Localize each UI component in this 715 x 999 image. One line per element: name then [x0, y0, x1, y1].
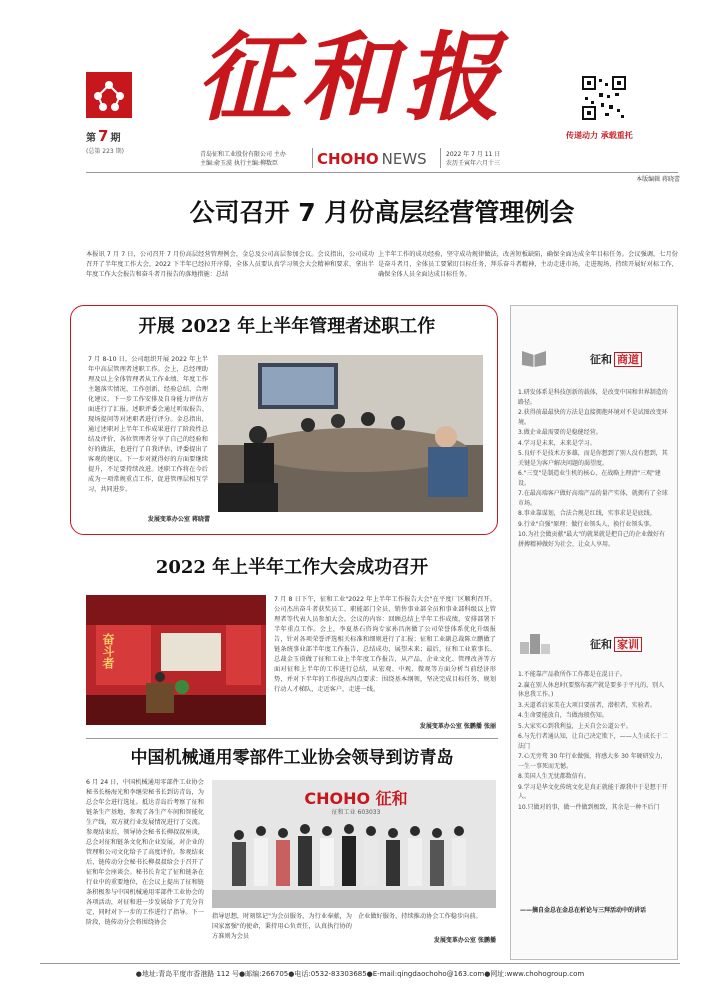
list-item: 7.在最高端客户做好高端产品的量产实体，就拥有了全球市场。	[518, 490, 668, 507]
book-icon	[520, 347, 548, 367]
article2-credit: 发展变革办公室 张鹏播 张丽	[419, 723, 496, 730]
brand-suffix: NEWS	[381, 150, 427, 168]
podium-icon	[520, 630, 550, 654]
sidebar-box2-header	[520, 630, 670, 656]
masthead-rule	[86, 172, 678, 173]
article1-credit: 发展变革办公室 蒋晓蕾	[147, 516, 210, 523]
list-item: 10.为社会做贡献"最大"的就果就是把自己的企业做好有拼搏精神做好为社会，让众人享用。	[518, 531, 666, 548]
date-info	[446, 150, 546, 168]
issue-label: 第	[86, 133, 96, 144]
brand-news	[317, 150, 437, 168]
article1-photo	[218, 355, 483, 512]
issue-number	[86, 127, 146, 145]
footer-rule	[40, 963, 680, 964]
lead-col-1: 本报讯 7 月 7 日，公司召开 7 月份高层经营管理例会，金总及公司高层参加会议。会议指出，公司成功召开了半年度工作大会，2022 下半年已经拉开序幕，全体人员要认真学习领会大会精神和要求，拿出半年度工作大会报告和奋斗者月报告的落地措施：总结	[86, 251, 374, 278]
lead-headline: 公司召开 7 月份高层经营管理例会	[189, 198, 575, 227]
article3-col-2: 指导思想，时刻铭记"为会员服务，为行业奉献，为国家富强"的使命，秉持用心负责任，认真执行协的方准则为会员	[212, 913, 352, 940]
list-item: 1.研发体系是科技创新的载体，是改变中国和世界制造的路径。	[518, 389, 668, 406]
info-divider-right	[440, 148, 441, 168]
publisher-info	[200, 150, 312, 168]
article3-photo-subtext: 征和工业 603033	[331, 809, 381, 816]
sidebar-box2-title	[590, 636, 642, 652]
editors: 主编:俞玉漠 执行主编:柳数臣	[200, 160, 278, 167]
article2-photo	[86, 595, 266, 725]
sidebar-box1-header	[520, 345, 670, 371]
footer-contact: ●地址:青岛平度市香港路 112 号●邮编:266705●电话:0532-83303685●E-mail:qingdaochoho@163.com●网址:www.chohogroup.com	[135, 970, 585, 978]
article2-rule	[86, 738, 498, 739]
list-item: 5.良好不是技术方多雄，而是你想到了别人没有想到，其关键是为客户解决问题的渴望度。	[518, 450, 668, 467]
list-item: 8.事业靠谋划，合法合规是红线，实事求是是底线。	[518, 510, 656, 517]
article2-body: 7 月 8 日下午，征和工业"2022 年上半年工作报告大会"在平度厂区顺利召开。公司杰出奋斗者获奖员工、职能部门全员、销售事业部全员和事业部科级以上管理者等代表人员参加大会。会议的内容：回顾总结上半年工作成绩，安排部署下半年重点工作。会上，李夏基石咨询专家孙昌南做了公司荣誉体系优化升级报告，针对各项荣誉评选相关标准和细则进行了汇报；征和工业副总裁陈立鹏做了链条统事业部半年度工作报告，总结成功，展望未来；最后，征和工业董事长、总裁金玉谟做了征和工业上半年度工作报告，从产品、企业文化、管理改善等方面对征和上半年的工作进行总结，从宏观、中观、微观等方面分析当前经济形势，并对下半年的工作提出四点要求：围绕基本纲领，坚决完成目标任务，规划行动人才梯队，走近客户，走进一线。	[274, 596, 496, 693]
list-item: 1.不能靠产品救所作工作都是在混日子。	[518, 671, 626, 678]
list-item: 7.心无旁骛 30 年行业做强，将感大多 30 年硬研发力，一生一事死而无憾。	[518, 753, 667, 770]
issue-number-value: 7	[98, 127, 109, 145]
article3-col-3: 企业做好服务，持续推动协会工作稳步向前。	[358, 913, 482, 920]
list-item: 10.只做对的事，做一件做到极致，其余是一种不后门	[518, 803, 660, 811]
article1-headline: 开展 2022 年上半年管理者述职工作	[138, 316, 436, 337]
qr-code-icon	[581, 75, 627, 121]
list-item: 8.美国人生无忧都数信有。	[518, 773, 590, 780]
total-issue: (总第 223 期)	[86, 148, 124, 155]
issue-date: 2022 年 7 月 11 日	[446, 151, 501, 158]
lunar-date: 农历壬寅年六月十三	[446, 160, 501, 167]
company-logo-icon	[86, 72, 132, 118]
box1-title-b: 商道	[614, 352, 642, 367]
sidebar-box1-title	[590, 351, 642, 367]
list-item: 2.获得前最最快的方法是直接拥抱环境对不是试图改变环境。	[518, 409, 668, 426]
list-item: 6."三变"是制造业生机的核心，在战略上理清"三观"建设。	[518, 470, 661, 487]
slogan: 传递动力 承载重托	[566, 131, 633, 140]
list-item: 3.天道希启家美在大项目要前者，潜积者，实验者。	[518, 701, 656, 709]
publisher: 青岛征和工业股份有限公司 主办	[200, 151, 286, 158]
list-item: 5.大家实心到我利益，上天自会公道公平。	[518, 722, 632, 730]
list-item: 2.赢在别人休息时(要熬布赛产就是要多于平凡的，别人休息我工作。)	[518, 681, 665, 698]
list-item: 4.学习是未来，未来是学习。	[518, 439, 596, 447]
info-divider-left	[312, 148, 313, 168]
article3-col-1: 6 月 24 日，中国机械通用零部件工业协会秘书长杨海光和李继荣秘书长到访青岛，为总会年会进行选址。抵达青岛后考察了征和链条生产基地，参观了各生产车间和智能化生产线，双方就行业发展情况进行了交流。参观结束后，领导协会秘书长柳叔叔座谈，总会对征和链条文化和企业发展，对企业的管理和公司文化给予了高度评价。参观结束后，链传动分会秘书长柳叔叔给会于召开了征和年会座谈会。秘书长肯定了征和链条在行业中的重要地位，在会议上提出了征和链条积极参与中国机械通用零部件工业协会的各项活动，对征和进一步发展给予了充分肯定，同时对下一步的工作进行了指导。下一阶段，链传动分会将围绕协会	[86, 779, 204, 926]
article2-headline: 2022 年上半年工作大会成功召开	[155, 557, 429, 578]
sidebar-footer-note: ——摘自金总在金总在析论与三拜活动中的讲话	[520, 907, 647, 914]
sidebar-box1-list	[518, 388, 670, 550]
list-item: 6.与先行者通认知，让自己决定欺下，——人生成长于二法门	[518, 733, 668, 750]
newspaper-title: 征和报	[196, 21, 508, 134]
box1-title-a: 征和	[590, 353, 612, 366]
issue-unit: 期	[110, 133, 121, 144]
brand-name: CHOHO	[317, 150, 379, 168]
list-item: 3.做企业最需要的是稳健经营。	[518, 429, 602, 436]
list-item: 9.学习是华文化传统文化是真正就能于源我中于是想于开人。	[518, 783, 668, 800]
article3-photo-text: CHOHO 征和	[304, 789, 408, 808]
article3-credit: 发展变革办公室 张鹏播	[433, 937, 496, 944]
article2-banner-text: 奋斗者	[101, 633, 115, 669]
box2-title-b: 家训	[614, 637, 642, 652]
masthead	[0, 0, 715, 188]
sidebar-box2-list	[518, 670, 670, 902]
article1-body: 7 月 8-10 日，公司组织开展 2022 年上半年中高层管理者述职工作。会上，总经理助理及以上全体管理者从工作业绩、年度工作主题落实情况、工作创新、经验总结、合理化建议、下一步工作安排及自身能力评估方面进行了汇报。述职评委会通过听取报告、现场提问等对述职者进行评分。金总指出，通过述职对上半年工作成果进行了阶段性总结及评价，各位管理者分享了自己的经验和好的做法，也进行了自我评估，评委提出了客观的建议。下一步对就得好的方面要继续提升，不足要持续改进。述职工作将在今后成为一项常规重点工作，促进管理层相互学习，共同进步。	[88, 356, 208, 493]
article3-photo	[212, 780, 496, 908]
list-item: 9.行业"自强"原理：做行业领头人，换行业领头事。	[518, 520, 656, 528]
page-editor: 本版编辑 蒋晓蕾	[636, 176, 680, 183]
lead-col-2: 上半年工作的成功经验，坚守成功规律做法，改善短板缺陷，确保全面达成全年目标任务。会议强调，七月份是奋斗者月，全体员工要紧盯目标任务，拜乐奋斗者精神，主动走进市场，走进现场，持续开展好对标工作，确保全体人员全面达成目标任务。	[378, 251, 678, 278]
box2-title-a: 征和	[590, 638, 612, 651]
list-item: 4.生命要能放自，当做海般伤知。	[518, 712, 608, 719]
article3-headline: 中国机械通用零部件工业协会领导到访青岛	[130, 748, 454, 768]
